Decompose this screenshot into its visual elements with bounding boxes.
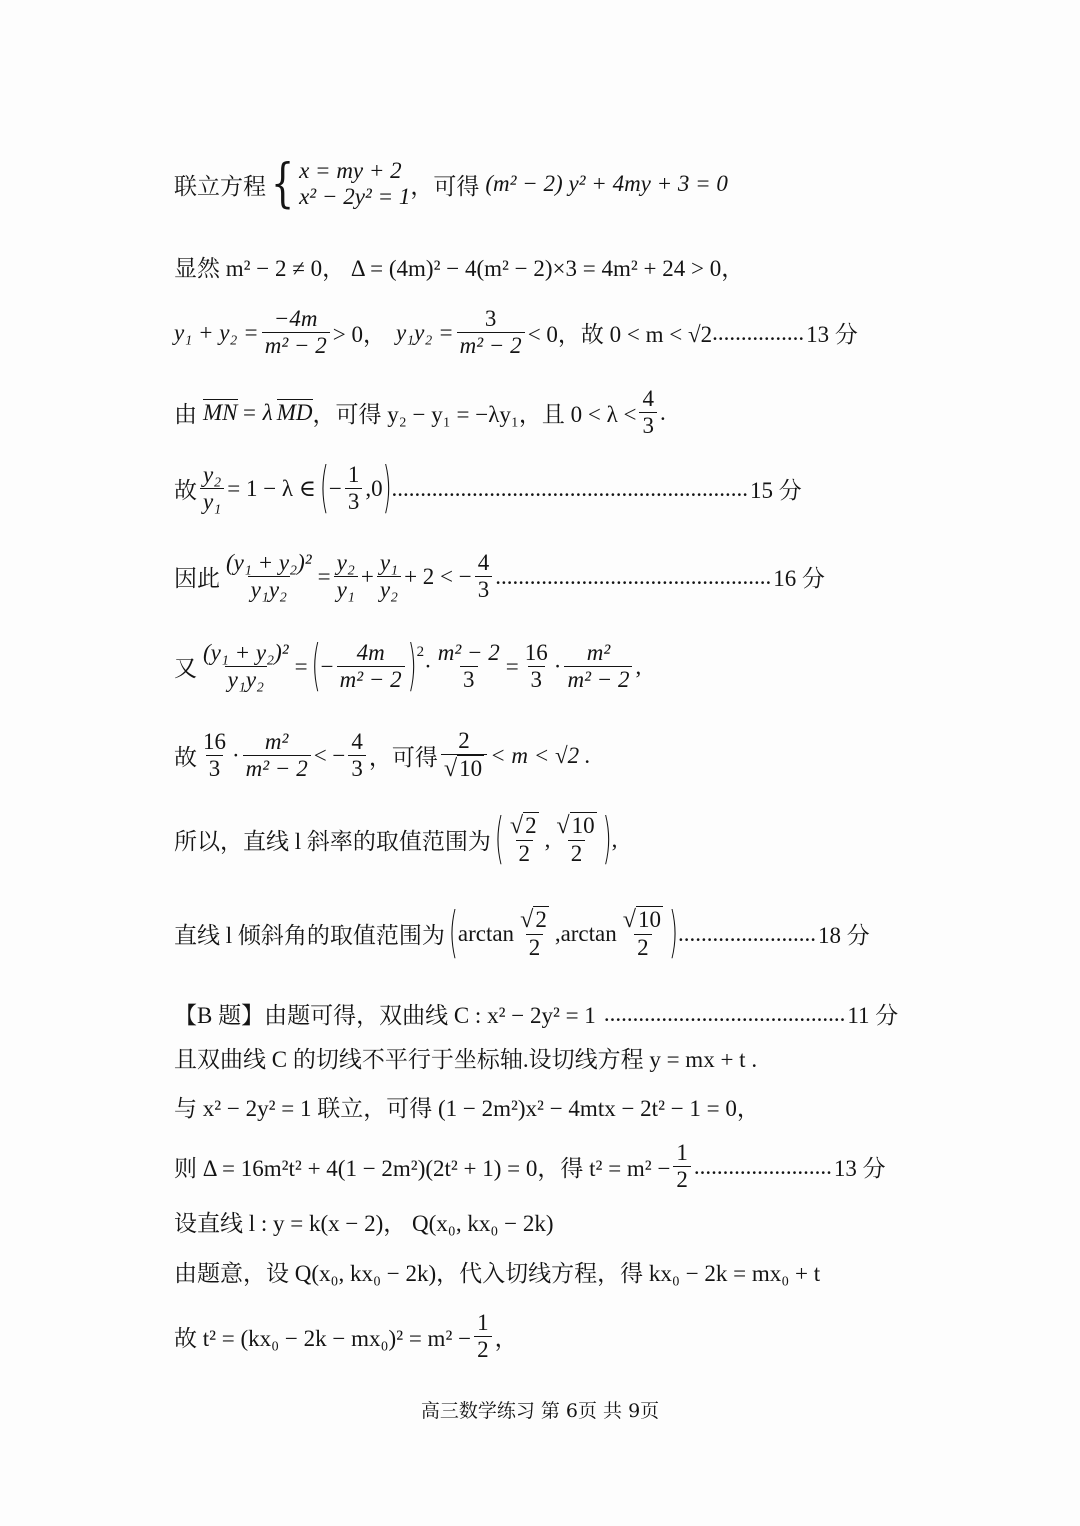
denominator: 2 — [673, 1166, 691, 1193]
radicand: 2 — [525, 813, 537, 838]
denominator: 3 — [639, 412, 657, 439]
line-angle-range: 直线 l 倾斜角的取值范围为 ( arctan √ 2 2 , arctan √ 10 2 ) ........................ 18 分 — [174, 902, 870, 965]
fraction: √ 2 2 — [520, 906, 547, 960]
numerator: m² − 2 — [437, 640, 500, 665]
denominator: 2 — [526, 934, 544, 961]
score: 16 分 — [773, 566, 825, 592]
radicand: 10 — [459, 756, 483, 782]
score: 13 分 — [833, 1156, 886, 1182]
denominator: y₁y₂ — [248, 576, 290, 603]
fraction — [345, 462, 363, 516]
sum-label: y₁ + y₂ = — [174, 319, 259, 345]
denominator: 3 — [460, 666, 478, 693]
leader-dots: ........................ — [677, 920, 816, 946]
text-mid: ，可得 y₂ − y₁ = −λy₁，且 0 < λ < — [312, 402, 637, 428]
text-tail: + 2 < − — [404, 563, 472, 589]
equation-2: x² − 2y² = 1 — [299, 184, 411, 209]
angle-range-text: 直线 l 倾斜角的取值范围为 — [174, 923, 445, 949]
score: 13 分 — [806, 322, 858, 348]
fraction — [564, 640, 632, 694]
numerator: 4 — [351, 728, 363, 754]
fraction — [474, 1310, 492, 1364]
score: 15 分 — [750, 478, 802, 504]
fraction: √ 10 2 — [556, 812, 595, 866]
fraction: √ 2 2 — [509, 812, 537, 866]
fraction — [223, 550, 315, 604]
text-prefix: 故 — [174, 478, 197, 504]
numerator: 1 — [676, 1140, 688, 1165]
line-substitute — [174, 1255, 820, 1288]
numerator: y₂ — [336, 550, 355, 575]
slope-range-text: 所以，直线 l 斜率的取值范围为 — [174, 829, 491, 855]
numerator: y₂ — [203, 462, 222, 487]
denominator: 2 — [634, 934, 652, 961]
denominator: m² − 2 — [457, 332, 525, 359]
fraction — [522, 640, 551, 694]
leader-dots: ................................................ — [495, 563, 772, 589]
hyperbola-text: 由题可得，双曲线 C : x² − 2y² = 1 — [264, 1003, 596, 1028]
fraction — [334, 550, 358, 604]
numerator: −4m — [273, 306, 318, 331]
denominator: y₁ — [200, 488, 224, 515]
fraction — [337, 640, 405, 694]
brace-icon: { — [270, 154, 295, 214]
fraction — [200, 462, 224, 516]
numerator: m² — [264, 728, 289, 754]
text-mid: < − — [313, 742, 346, 768]
arctan-label: arctan — [560, 920, 617, 946]
numerator: 3 — [484, 306, 497, 331]
arctan-label: arctan — [457, 920, 515, 946]
fraction — [262, 306, 330, 360]
line-set-line — [174, 1205, 553, 1238]
numerator: 4m — [356, 640, 385, 665]
equation-system — [299, 158, 410, 210]
denominator: 3 — [528, 666, 546, 693]
numerator: 16 — [524, 640, 548, 665]
fraction — [441, 728, 487, 783]
fraction — [639, 386, 657, 440]
numerator: (y₁ + y₂)² — [226, 550, 312, 575]
denominator: 3 — [475, 576, 493, 603]
text-tail: > 0， — [332, 322, 386, 348]
denominator: m² − 2 — [262, 332, 330, 359]
fraction — [200, 640, 292, 694]
line-vieta — [174, 306, 858, 360]
tangent-text: 且双曲线 C 的切线不平行于坐标轴.设切线方程 y = mx + t . — [174, 1047, 758, 1072]
denominator: y₁ — [334, 576, 358, 603]
denominator: 3 — [206, 755, 224, 782]
line-combine — [174, 1090, 760, 1123]
fraction — [243, 729, 311, 783]
fraction — [673, 1140, 691, 1194]
line-ratio: 故 $\frac{\text{y₂}}{\text{y₁}}$ = 1 − λ ∈ ( − $\frac{1}{3}$ ,0 ) .............................................................. 15 分 — [174, 457, 802, 521]
text-tail: ， — [494, 1326, 518, 1352]
text-mid: ，可得 — [368, 745, 438, 771]
score: 18 分 — [817, 923, 870, 949]
leader-dots: .......................................... — [603, 1000, 846, 1026]
equation-result: (m² − 2) y² + 4my + 3 = 0 — [485, 171, 728, 196]
denominator: 2 — [568, 840, 586, 867]
substitute-text: 由题意，设 Q(x₀, kx₀ − 2k)，代入切线方程，得 kx₀ − 2k = mx₀ + t — [174, 1261, 821, 1286]
line-tangent — [174, 1041, 757, 1074]
discriminant-text: 显然 m² − 2 ≠ 0， Δ = (4m)² − 4(m² − 2)×3 = 4m² + 24 > 0， — [174, 256, 745, 281]
fraction — [457, 306, 525, 360]
numerator: 4 — [477, 550, 490, 575]
line-therefore: 因此 $\frac{\text{(y₁ + y₂)²}}{\text{y₁y₂}}$ = $\frac{\text{y₂}}{\text{y₁}}$ + $\frac{\text{y₁}}{\text{y₂}}$ + 2 < − $\frac{4}{3}$ ................................................ 16 分 — [174, 550, 825, 603]
text-prefix: 又 — [174, 656, 197, 682]
radicand: 2 — [535, 907, 547, 932]
combine-text: 与 x² − 2y² = 1 联立，可得 (1 − 2m²)x² − 4mtx − 2t² − 1 = 0， — [174, 1096, 760, 1121]
numerator: y₁ — [379, 550, 399, 575]
line-discriminant — [174, 250, 744, 283]
text-eq: = λ — [241, 399, 273, 425]
denominator: 2 — [516, 840, 534, 867]
text-mid: = 1 − λ ∈ — [227, 475, 316, 501]
fraction — [200, 729, 229, 783]
denominator: 3 — [348, 755, 366, 782]
denominator: m² − 2 — [337, 666, 405, 693]
line-inequality: 故 $\frac{16}{3}$ · $\frac{\text{m²}}{\text{m² − 2}}$ < − $\frac{4}{3}$ ，可得 2 √ 10 < m < √2 . — [174, 728, 591, 783]
denominator: y₂ — [377, 576, 401, 603]
line-vector: 由 MN = λ MD ，可得 y₂ − y₁ = −λy₁，且 0 < λ < $\frac{4}{3}$ . — [174, 386, 666, 439]
text-prefix: 联立方程 — [174, 173, 266, 199]
line-slope-range: 所以，直线 l 斜率的取值范围为 ( √ 2 2 , √ 10 2 ) , — [174, 808, 618, 871]
line-b-problem — [174, 997, 898, 1030]
denominator: y₁y₂ — [225, 666, 267, 693]
line-delta-zero — [174, 1140, 886, 1194]
t-squared-text: 故 t² = (kx₀ − 2k − mx₀)² = m² − — [174, 1326, 472, 1352]
leader-dots: ........................ — [693, 1153, 832, 1179]
radicand: 10 — [571, 813, 595, 838]
radicand: 10 — [638, 907, 661, 932]
score: 11 分 — [847, 1003, 899, 1028]
vector-md: MD — [276, 400, 313, 426]
text-prefix: 故 — [174, 745, 197, 771]
problem-tag: 【B 题】 — [174, 1003, 265, 1028]
text-tail: < m < √2 . — [490, 742, 591, 768]
numerator: 4 — [642, 386, 654, 411]
denominator: 3 — [345, 488, 363, 515]
numerator: 1 — [477, 1310, 489, 1335]
numerator: 2 — [458, 728, 470, 753]
numerator: 16 — [203, 728, 226, 754]
product-label: y₁y₂ = — [395, 319, 454, 345]
sqrt: √ 10 — [443, 755, 483, 783]
text-prefix: 因此 — [174, 566, 220, 592]
set-line-text: 设直线 l : y = k(x − 2)， Q(x₀, kx₀ − 2k) — [174, 1211, 554, 1236]
leader-dots: .............................................................. — [391, 475, 749, 501]
equation-1: x = my + 2 — [299, 158, 402, 183]
denominator: m² − 2 — [243, 755, 311, 782]
numerator: (y₁ + y₂)² — [203, 640, 289, 665]
vector-mn: MN — [203, 400, 238, 426]
line-system — [174, 154, 728, 214]
page-footer: 高三数学练习 第 6页 共 9页 — [420, 1400, 660, 1422]
fraction — [377, 550, 401, 604]
text-prefix: 由 — [174, 402, 197, 428]
line-t-squared — [174, 1310, 518, 1364]
line-also: 又 $\frac{\text{(y₁ + y₂)²}}{\text{y₁y₂}}$ = ( − $\frac{4m}{\text{m² − 2}}$ ) 2 · $\frac{\text{m² − 2}}{3}$ = $\frac{16}{3}$ · $\frac{\text{m²}}{\text{m² − 2}}$ , — [174, 635, 642, 699]
fraction — [435, 640, 503, 694]
numerator: m² — [586, 640, 611, 665]
fraction: √ 10 2 — [622, 906, 661, 960]
text-mid: ，可得 — [410, 173, 480, 199]
text-tail: < 0，故 0 < m < √2 — [527, 322, 713, 348]
denominator: 2 — [474, 1336, 492, 1363]
leader-dots: ................ — [712, 319, 805, 345]
denominator: m² − 2 — [564, 666, 632, 693]
numerator: 1 — [347, 462, 360, 487]
fraction — [475, 550, 493, 604]
delta-text: 则 Δ = 16m²t² + 4(1 − 2m²)(2t² + 1) = 0，得 t² = m² − — [174, 1156, 671, 1182]
fraction — [348, 729, 366, 783]
